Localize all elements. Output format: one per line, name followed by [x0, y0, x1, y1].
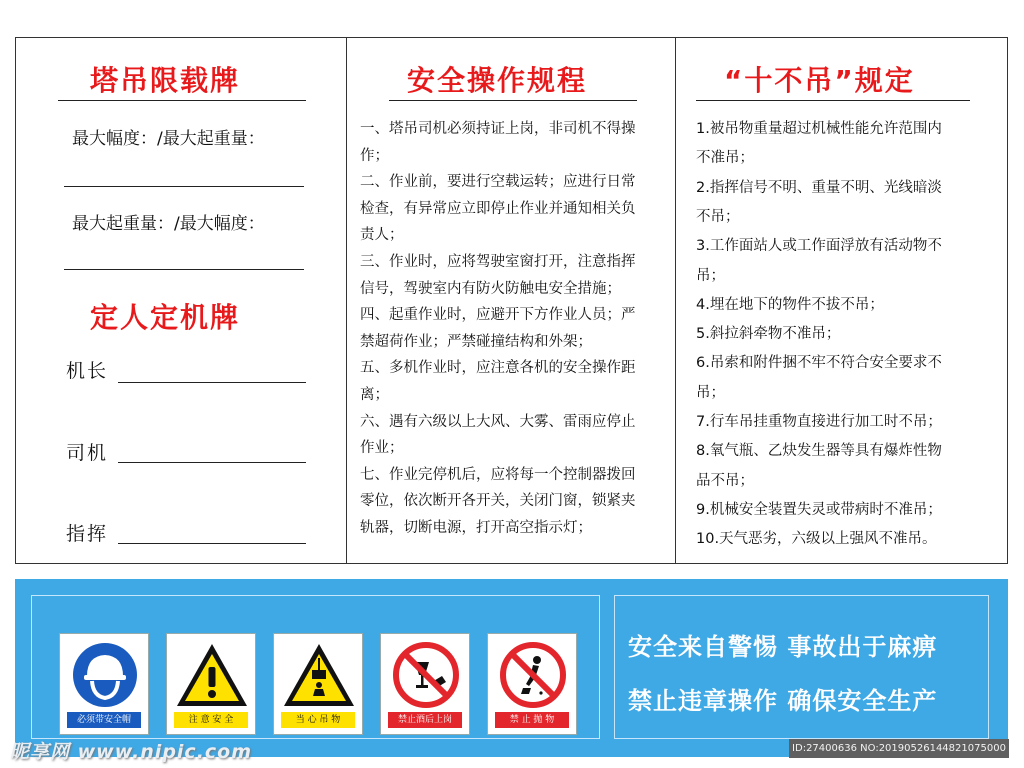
slogan-line-2: 禁止违章操作 确保安全生产: [628, 687, 938, 715]
rule-line: 六、遇有六级以上大风、大雾、雷雨应停止: [360, 413, 636, 430]
rule-line: 四、起重作业时，应避开下方作业人员；严: [360, 307, 636, 324]
safety-board: [15, 37, 1008, 564]
no-drinking-sign: [380, 633, 470, 735]
no-lift-line: 不准吊；: [696, 150, 754, 167]
no-lift-line: 吊；: [696, 267, 725, 284]
image-id-strip: ID:27400636 NO:20190526144821075000: [789, 739, 1009, 758]
operation-rules-title: 安全操作规程: [407, 64, 588, 97]
no-lift-line: 不吊；: [696, 208, 740, 225]
fixed-person-title: 定人定机牌: [90, 301, 241, 334]
driver-label: 司机: [66, 442, 109, 464]
falling-load-sign: [273, 633, 363, 735]
no-lift-line: 9.机械安全装置失灵或带病时不准吊；: [696, 501, 942, 518]
no-throwing-icon: [495, 640, 571, 710]
signs-panel: [31, 595, 600, 739]
fill-line: [64, 269, 304, 270]
site-watermark: 昵享网 www.nipic.com: [10, 741, 253, 763]
title-underline: [389, 100, 637, 101]
ten-no-lift-title: “十不吊”规定: [724, 64, 915, 97]
rule-line: 检查，有异常应立即停止作业并通知相关负: [360, 200, 636, 217]
captain-line: [118, 382, 306, 383]
no-lift-line: 10.天气恶劣，六级以上强风不准吊。: [696, 531, 937, 548]
no-lift-line: 2.指挥信号不明、重量不明、光线暗淡: [696, 179, 942, 196]
no-lift-line: 1.被吊物重量超过机械性能允许范围内: [696, 121, 942, 137]
rule-line: 责人；: [360, 227, 404, 244]
title-underline: [58, 100, 306, 101]
rule-line: 二、作业前，要进行空载运转；应进行日常: [360, 174, 636, 191]
max-load-range-label: 最大起重量：/最大幅度：: [72, 214, 265, 234]
caution-sign: [166, 633, 256, 735]
max-range-load-label: 最大幅度：/最大起重量：: [72, 129, 265, 149]
driver-line: [118, 462, 306, 463]
load-limit-title: 塔吊限载牌: [90, 64, 241, 97]
helmet-sign: [59, 633, 149, 735]
fill-line: [64, 186, 304, 187]
commander-label: 指挥: [66, 523, 109, 545]
no-lift-line: 吊；: [696, 384, 725, 401]
sign-label: 注 意 安 全: [174, 712, 248, 728]
sign-label: 禁止酒后上岗: [388, 712, 462, 728]
title-underline: [696, 100, 970, 101]
no-lift-line: 7.行车吊挂重物直接进行加工时不吊；: [696, 414, 942, 430]
sign-label: 必须带安全帽: [67, 712, 141, 728]
rule-line: 零位，依次断开各开关，关闭门窗，锁紧夹: [360, 493, 636, 510]
no-lift-line: 4.埋在地下的物件不拔不吊；: [696, 296, 884, 313]
rule-line: 禁超荷作业；严禁碰撞结构和外架；: [360, 333, 592, 350]
sign-label: 禁 止 抛 物: [495, 712, 569, 728]
sign-label: 当 心 吊 物: [281, 712, 355, 728]
slogan-panel: [614, 595, 989, 739]
falling-load-warning-icon: [281, 640, 357, 710]
helmet-icon: [67, 640, 143, 710]
no-lift-line: 6.吊索和附件捆不牢不符合安全要求不: [696, 355, 942, 372]
rule-line: 作；: [360, 147, 389, 164]
slogan-line-1: 安全来自警惕 事故出于麻痹: [628, 633, 938, 661]
rule-line: 七、作业完停机后，应将每一个控制器拨回: [360, 466, 636, 483]
no-lift-line: 5.斜拉斜牵物不准吊；: [696, 326, 841, 343]
rule-line: 三、作业时，应将驾驶室窗打开，注意指挥: [360, 254, 636, 270]
no-lift-line: 3.工作面站人或工作面浮放有活动物不: [696, 238, 942, 255]
exclamation-warning-icon: [174, 640, 250, 710]
no-lift-line: 品不吊；: [696, 472, 754, 489]
no-lift-line: 8.氧气瓶、乙炔发生器等具有爆炸性物: [696, 443, 942, 460]
load-limit-column: [16, 38, 347, 563]
ten-no-lift-column: [676, 38, 1007, 563]
operation-rules-column: [347, 38, 676, 563]
rule-line: 离；: [360, 387, 389, 403]
rule-line: 信号，驾驶室内有防火防触电安全措施；: [360, 280, 621, 297]
commander-line: [118, 543, 306, 544]
no-throwing-sign: [487, 633, 577, 735]
rule-line: 一、塔吊司机必须持证上岗，非司机不得操: [360, 121, 636, 137]
rule-line: 五、多机作业时，应注意各机的安全操作距: [360, 360, 636, 377]
rule-line: 轨器，切断电源，打开高空指示灯；: [360, 520, 592, 536]
rule-line: 作业；: [360, 440, 404, 457]
captain-label: 机长: [66, 360, 109, 382]
no-drinking-icon: [388, 640, 464, 710]
footer-banner: [15, 579, 1008, 757]
